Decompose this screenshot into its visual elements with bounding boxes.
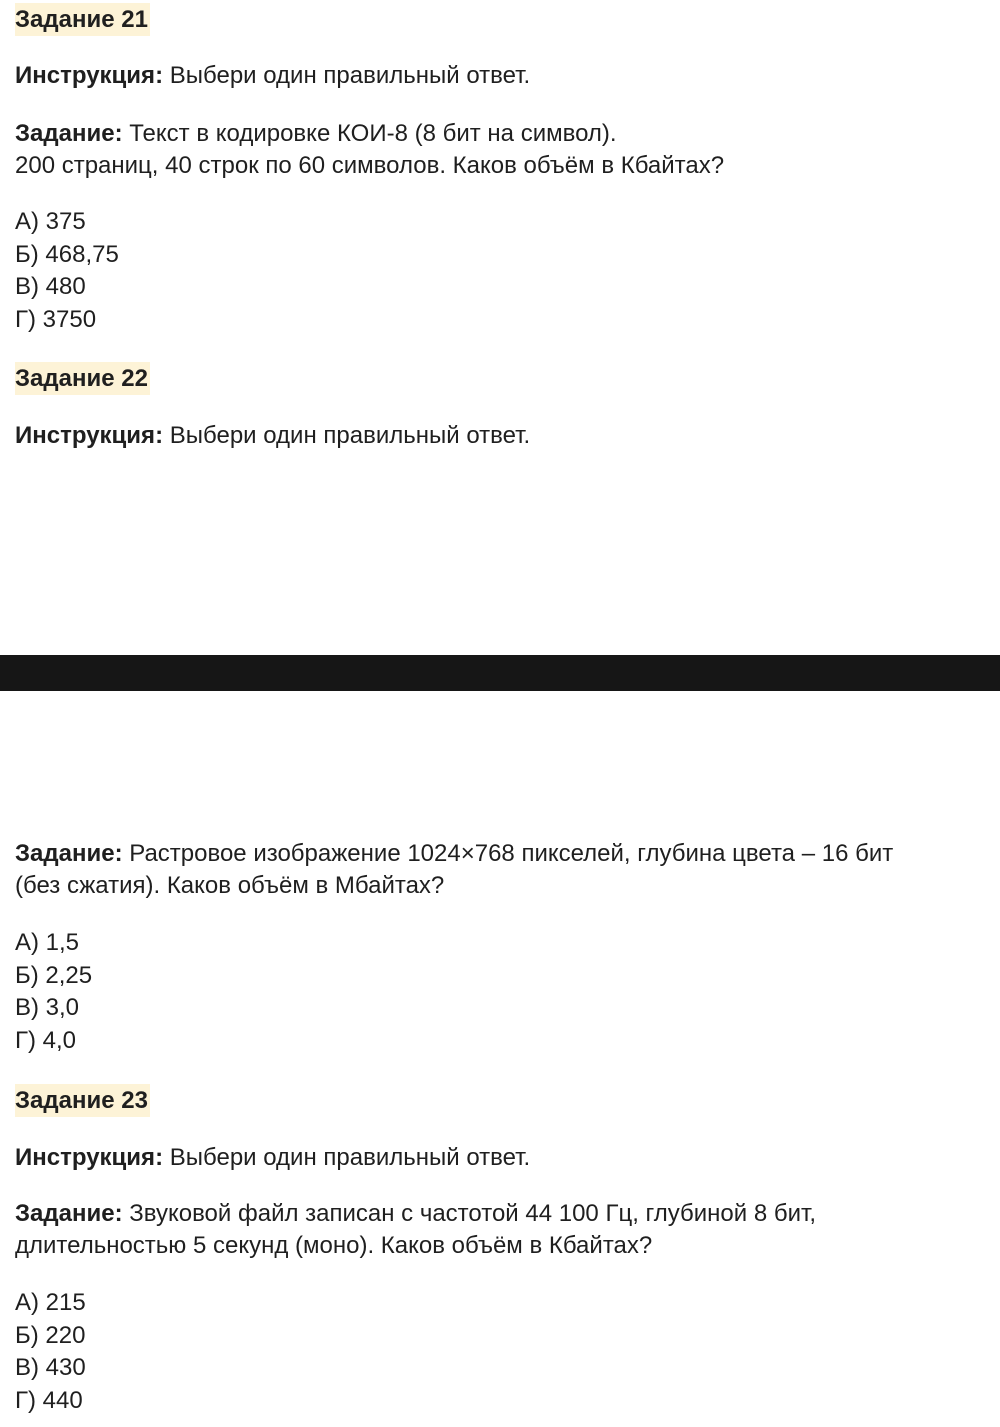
task-21-instruction-text: Выбери один правильный ответ. <box>163 62 531 89</box>
task-23-title-wrap <box>15 1084 150 1117</box>
task-21-options <box>15 206 119 336</box>
task-23-instruction <box>15 1142 530 1174</box>
task-23-title: Задание 23 <box>15 1084 150 1117</box>
task-22-instruction-text: Выбери один правильный ответ. <box>163 422 531 449</box>
task-21-question <box>15 118 724 182</box>
task-21-question-line-2: 200 страниц, 40 строк по 60 символов. Каков объём в Кбайтах? <box>15 152 725 179</box>
task-22-option-d[interactable]: Г) 4,0 <box>15 1026 77 1054</box>
task-22-option-c[interactable]: В) 3,0 <box>15 994 80 1021</box>
task-21-option-c[interactable]: В) 480 <box>15 273 86 300</box>
task-23-question <box>15 1198 816 1262</box>
task-21-question-text-1: Текст в кодировке КОИ-8 (8 бит на символ). <box>122 120 617 147</box>
task-21-option-d[interactable]: Г) 3750 <box>15 305 97 333</box>
task-22-question-label: Задание: <box>15 840 123 867</box>
task-21-option-a[interactable]: А) 375 <box>15 208 86 235</box>
task-22-question-line-1 <box>15 838 893 870</box>
task-21-instruction-label: Инструкция: <box>15 62 164 89</box>
task-22-instruction-label: Инструкция: <box>15 422 164 449</box>
task-21-question-line-1 <box>15 118 724 150</box>
task-23-option-c[interactable]: В) 430 <box>15 1354 86 1381</box>
task-23-instruction-label: Инструкция: <box>15 1144 164 1171</box>
task-21-title-wrap <box>15 3 150 36</box>
task-22-option-b[interactable]: Б) 2,25 <box>15 961 93 989</box>
task-22-instruction <box>15 420 530 452</box>
task-22-question-text-1: Растровое изображение 1024×768 пикселей, глубина цвета – 16 бит <box>122 840 894 867</box>
task-23-question-label: Задание: <box>15 1200 123 1227</box>
task-23-option-d[interactable]: Г) 440 <box>15 1386 83 1414</box>
task-22-options <box>15 927 92 1057</box>
task-23-question-text-1: Звуковой файл записан с частотой 44 100 Гц, глубиной 8 бит, <box>122 1200 817 1227</box>
task-22-title-wrap <box>15 362 150 395</box>
task-23-options <box>15 1287 86 1417</box>
task-22-question <box>15 838 893 902</box>
task-21-instruction <box>15 60 530 92</box>
task-21-question-label: Задание: <box>15 120 123 147</box>
task-21-option-b[interactable]: Б) 468,75 <box>15 240 119 268</box>
task-23-question-line-2: длительностью 5 секунд (моно). Каков объём в Кбайтах? <box>15 1232 653 1259</box>
page-break-divider <box>0 655 1000 691</box>
task-21-title: Задание 21 <box>15 3 150 36</box>
task-23-option-b[interactable]: Б) 220 <box>15 1321 86 1349</box>
task-23-instruction-text: Выбери один правильный ответ. <box>163 1144 531 1171</box>
task-22-question-line-2: (без сжатия). Каков объём в Мбайтах? <box>15 872 445 899</box>
task-22-title: Задание 22 <box>15 362 150 395</box>
task-22-option-a[interactable]: А) 1,5 <box>15 929 80 956</box>
task-23-question-line-1 <box>15 1198 816 1230</box>
task-23-option-a[interactable]: А) 215 <box>15 1289 86 1316</box>
